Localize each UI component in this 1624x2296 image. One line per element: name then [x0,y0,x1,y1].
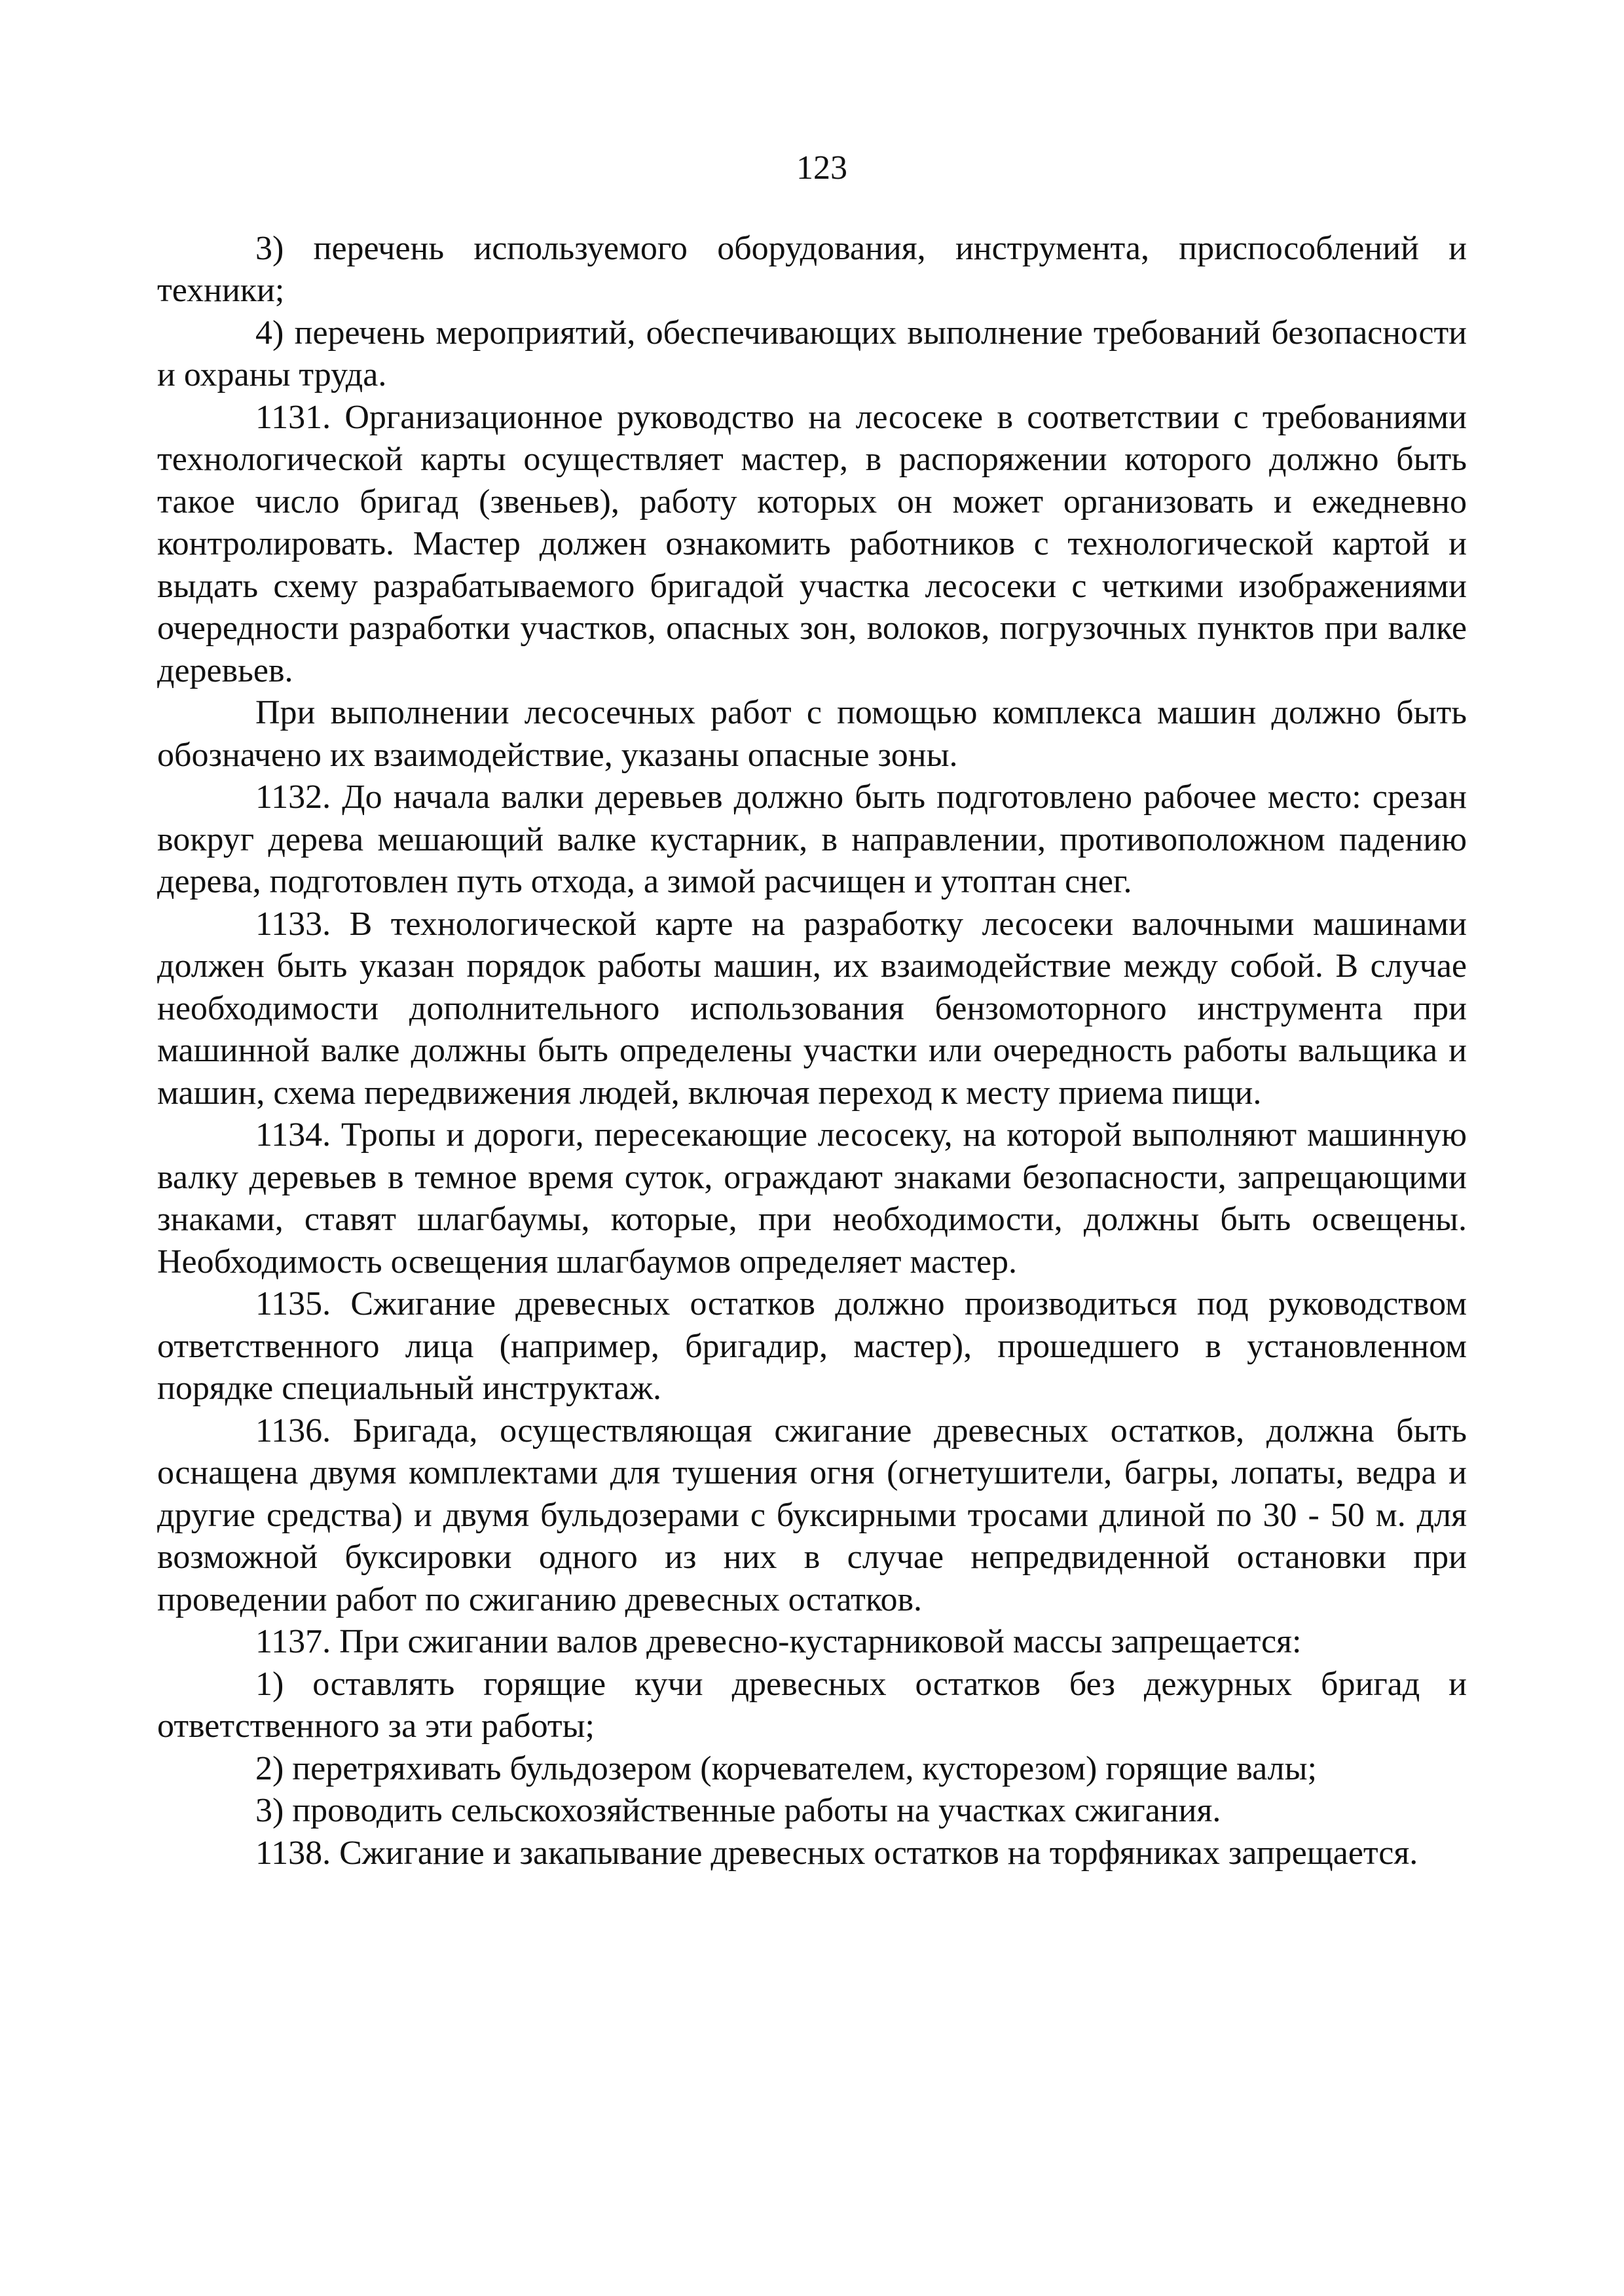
paragraph-1136: 1136. Бригада, осуществляющая сжигание древесных остатков, должна быть оснащена двумя комплектами для тушения огня (огнетушители, багры, лопаты, ведра и другие средства) и двумя бульдозерами с буксирными тросами длиной по 30 - 50 м. для возможной буксировки одного из них в случае непредвиденной остановки при проведении работ по сжиганию древесных остатков. [157,1412,1467,1618]
list-item-2: 2) перетряхивать бульдозером (корчевателем, кусторезом) горящие валы; [255,1749,1317,1787]
list-item-3: 3) проводить сельскохозяйственные работы на участках сжигания. [255,1792,1221,1829]
paragraph-1135: 1135. Сжигание древесных остатков должно производиться под руководством ответственного лица (например, бригадир, мастер), прошедшего в установленном порядке специальный инструктаж. [157,1285,1467,1407]
list-item-1: 1) оставлять горящие кучи древесных остатков без дежурных бригад и ответственного за эти работы; [157,1665,1467,1745]
paragraph-machine-complex: При выполнении лесосечных работ с помощью комплекса машин должно быть обозначено их взаимодействие, указаны опасные зоны. [157,694,1467,774]
paragraph-safety-measures: 4) перечень мероприятий, обеспечивающих выполнение требований безопасности и охраны труда. [157,314,1467,393]
paragraph-1133: 1133. В технологической карте на разработку лесосеки валочными машинами должен быть указан порядок работы машин, их взаимодействие между собой. В случае необходимости дополнительного использования бензомоторного инструмента при машинной валке должны быть определены участки или очередность работы вальщика и машин, схема передвижения людей, включая переход к месту приема пищи. [157,905,1467,1112]
document-page [157,147,1467,1874]
paragraph-1138: 1138. Сжигание и закапывание древесных остатков на торфяниках запрещается. [255,1834,1418,1872]
paragraph-1131: 1131. Организационное руководство на лесосеке в соответствии с требованиями технологической карты осуществляет мастер, в распоряжении которого должно быть такое число бригад (звеньев), работу которых он может организовать и ежедневно контролировать. Мастер должен ознакомить работников с технологической картой и выдать схему разрабатываемого бригадой участка лесосеки с четкими изображениями очередности разработки участков, опасных зон, волоков, погрузочных пунктов при валке деревьев. [157,398,1467,689]
paragraph-1137: 1137. При сжигании валов древесно-кустарниковой массы запрещается: [255,1623,1302,1660]
page-number: 123 [796,149,847,187]
paragraph-equipment-list: 3) перечень используемого оборудования, инструмента, приспособлений и техники; [157,229,1467,309]
paragraph-1132: 1132. До начала валки деревьев должно быть подготовлено рабочее место: срезан вокруг дерева мешающий валке кустарник, в направлении, противоположном падению дерева, подготовлен путь отхода, а зимой расчищен и утоптан снег. [157,778,1467,900]
paragraph-1134: 1134. Тропы и дороги, пересекающие лесосеку, на которой выполняют машинную валку деревьев в темное время суток, ограждают знаками безопасности, запрещающими знаками, ставят шлагбаумы, которые, при необходимости, должны быть освещены. Необходимость освещения шлагбаумов определяет мастер. [157,1116,1467,1281]
